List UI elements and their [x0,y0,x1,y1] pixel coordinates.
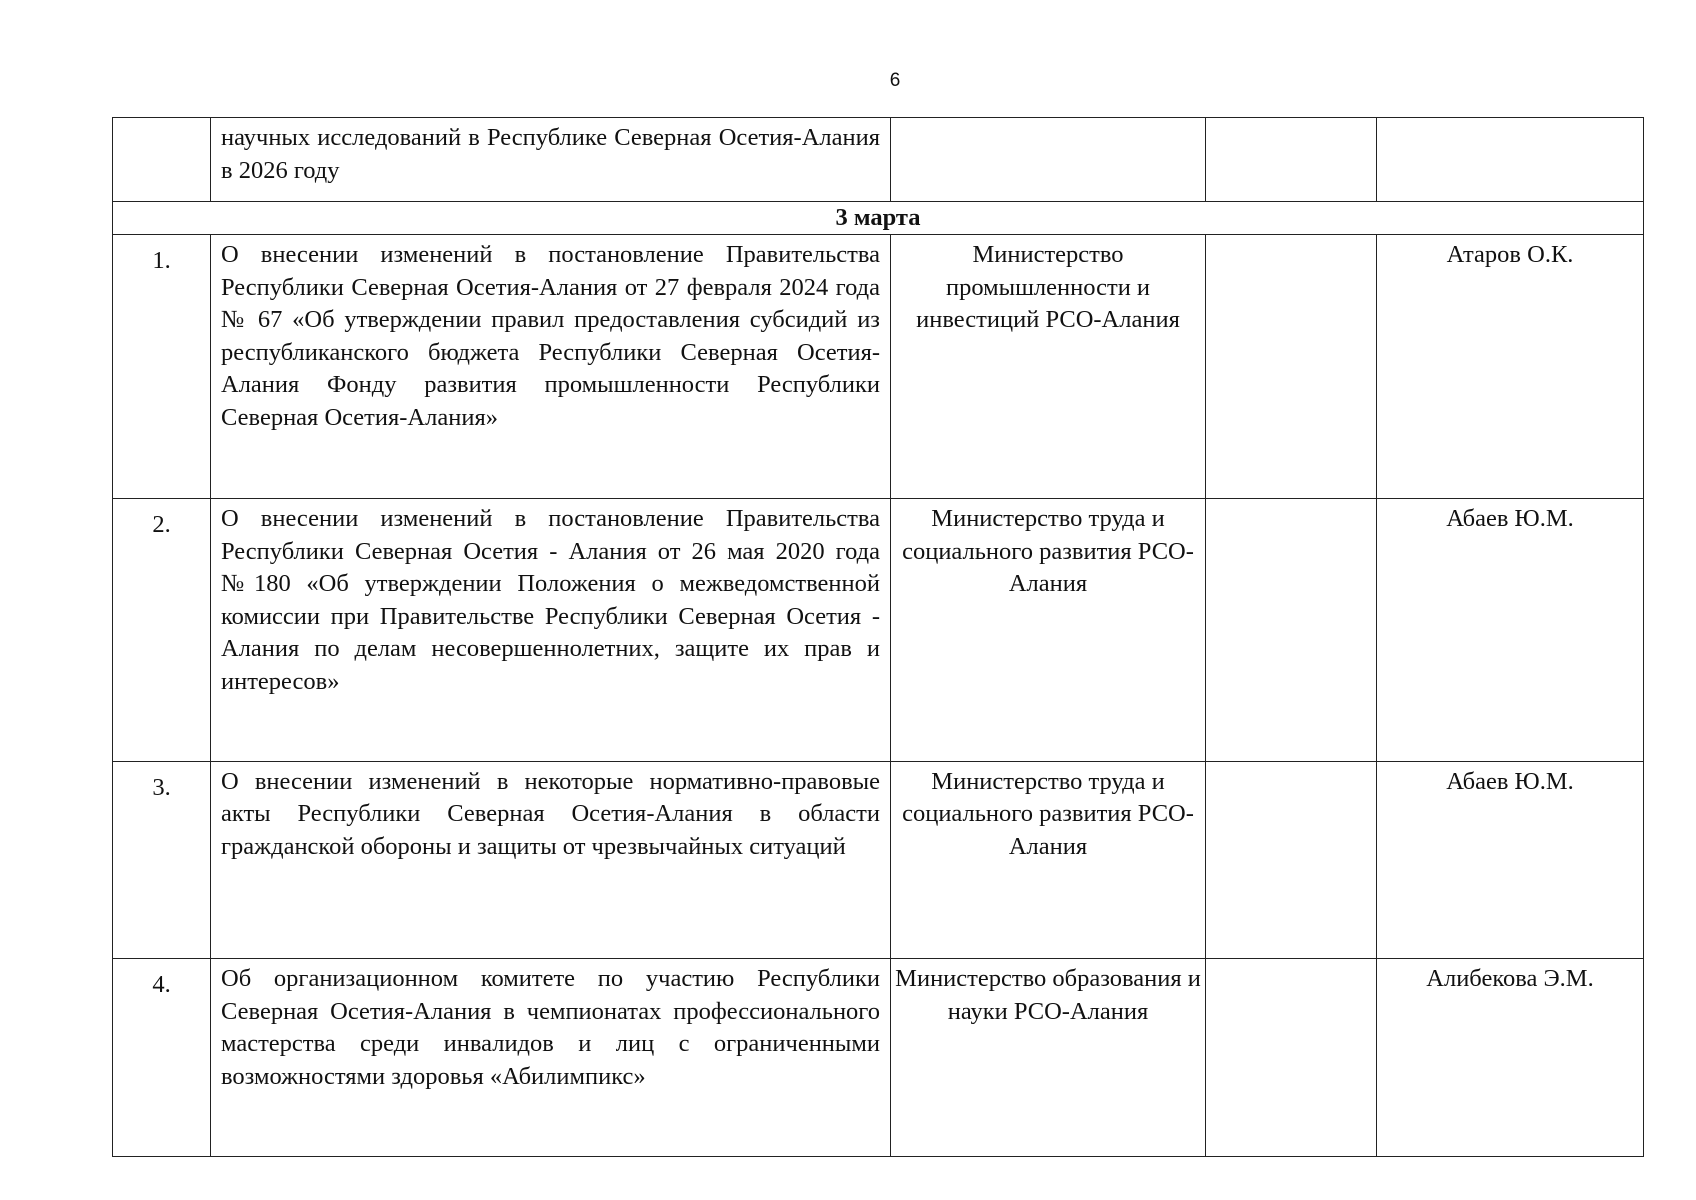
row-agency: Министерство труда и социального развития РСО-Алания [891,761,1206,959]
row-number: 4. [113,959,211,1157]
row-subject: О внесении изменений в постановление Правительства Республики Северная Осетия-Алания от 27 февраля 2024 года № 67 «Об утверждении правил предоставления субсидий из республиканского бюджета Республики Северная Осетия-Алания Фонду развития промышленности Республики Северная Осетия-Алания» [211,235,891,499]
row-subject: научных исследований в Республике Северная Осетия-Алания в 2026 году [211,118,891,202]
date-header-row [113,202,1644,235]
row-responsible: Абаев Ю.М. [1377,761,1644,959]
date-header: 3 марта [113,202,1644,235]
row-agency: Министерство образования и науки РСО-Алания [891,959,1206,1157]
row-subject: О внесении изменений в некоторые нормативно-правовые акты Республики Северная Осетия-Алания в области гражданской обороны и защиты от чрезвычайных ситуаций [211,761,891,959]
row-subject: Об организационном комитете по участию Республики Северная Осетия-Алания в чемпионатах профессионального мастерства среди инвалидов и лиц с ограниченными возможностями здоровья «Абилимпикс» [211,959,891,1157]
row-agency [891,118,1206,202]
row-agency: Министерство труда и социального развития РСО-Алания [891,499,1206,762]
row-number: 2. [113,499,211,762]
row-empty-cell [1206,118,1377,202]
row-empty-cell [1206,761,1377,959]
row-agency: Министерство промышленности и инвестиций РСО-Алания [891,235,1206,499]
table-row [113,959,1644,1157]
row-empty-cell [1206,499,1377,762]
row-number: 1. [113,235,211,499]
row-empty-cell [1206,235,1377,499]
row-empty-cell [1206,959,1377,1157]
continuation-row [113,118,1644,202]
row-responsible: Алибекова Э.М. [1377,959,1644,1157]
table-row [113,761,1644,959]
row-responsible: Абаев Ю.М. [1377,499,1644,762]
row-number: 3. [113,761,211,959]
row-subject: О внесении изменений в постановление Правительства Республики Северная Осетия - Алания от 26 мая 2020 года №180 «Об утверждении Положения о межведомственной комиссии при Правительстве Республики Северная Осетия - Алания по делам несовершеннолетних, защите их прав и интересов» [211,499,891,762]
table-row [113,499,1644,762]
row-responsible: Атаров О.К. [1377,235,1644,499]
table-row [113,235,1644,499]
row-number [113,118,211,202]
page-number: 6 [889,70,901,91]
schedule-table [112,117,1644,1157]
row-responsible [1377,118,1644,202]
